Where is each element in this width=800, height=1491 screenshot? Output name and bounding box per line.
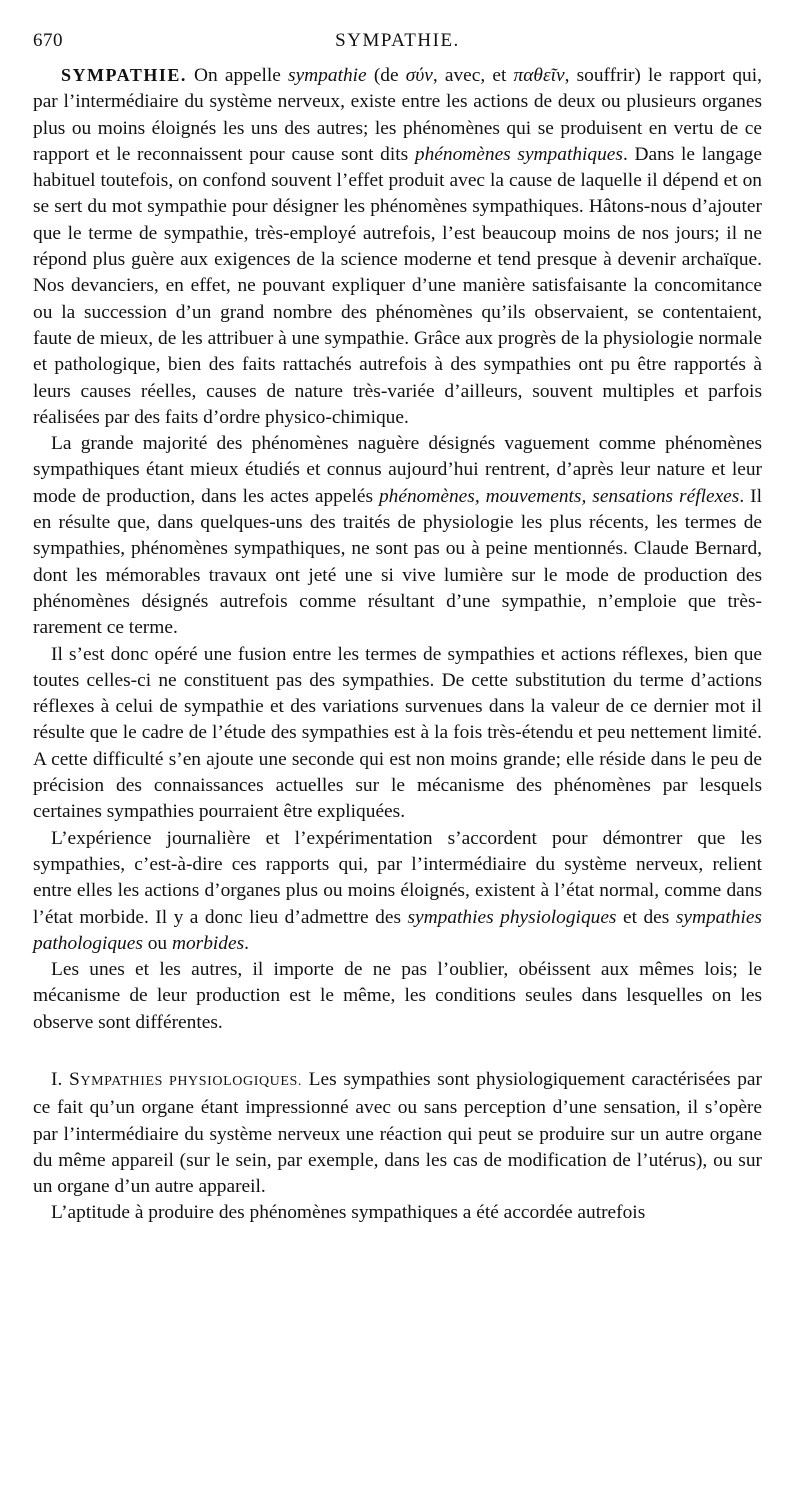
- greek-word: σύν: [405, 65, 433, 86]
- text-run: , avec, et: [432, 65, 514, 86]
- text-run: Les sympathies sont physiologiquement caractérisées par ce fait qu’un organe étant impressionné avec ou sans perception d’une sensation, il s’opère par l’intermédiaire du système nerveux une réaction qui peut se produire sur un autre organe du même appareil (sur le sein, par exemple, dans les cas de modification de l’utérus), ou sur un organe d’un autre appareil.: [33, 1068, 762, 1198]
- text-run: . Il en résulte que, dans quelques-uns des traités de physiologie les plus récents, les termes de sympathies, phénomènes sympathiques, ne sont pas ou à peine mentionnés. Claude Bernard, dont les mémorables travaux ont jeté une si vive lumière sur le mode de production des phénomènes désignés autrefois comme résultant d’une sympathie, n’emploie que très-rarement ce terme.: [33, 485, 762, 639]
- text-run: L’expérience journalière et l’expérimentation s’accordent pour démontrer que les sympathies, c’est-à-dire ces rapports qui, par l’intermédiaire du système nerveux, relient entre elles les actions d’organes plus ou moins éloignés, existent à l’état normal, comme dans l’état morbide. Il y a donc lieu d’admettre des: [33, 827, 762, 928]
- paragraph-aptitude: L’aptitude à produire des phénomènes sympathiques a été accordée autrefois: [51, 1202, 646, 1224]
- paragraph-reflexes: [33, 431, 762, 641]
- section-spacer: [33, 1036, 762, 1067]
- running-title: SYMPATHIE.: [335, 30, 460, 51]
- paragraph-experience: [33, 826, 762, 957]
- paragraph-laws: Les unes et les autres, il importe de ne pas l’oublier, obéissent aux mêmes lois; le mécanisme de leur production est le même, les conditions seules dans lesquelles on les observe sont différentes.: [33, 959, 762, 1033]
- text-run: On appelle: [186, 65, 289, 86]
- running-header: [33, 30, 762, 62]
- section-numeral: I.: [51, 1068, 69, 1090]
- section-heading: [68, 1068, 303, 1090]
- paragraph-fusion: Il s’est donc opéré une fusion entre les termes de sympathies et actions réflexes, bien que toutes celles-ci ne constituent pas des sympathies. De cette substitution du terme d’actions réflexes à celui de sympathie et des variations survenues dans la valeur de ce dernier mot il résulte que le cadre de l’étude des sympathies est à la fois très-étendu et peu nettement limité. A cette difficulté s’en ajoute une seconde qui est non moins grande; elle réside dans le peu de précision des connaissances actuelles sur le mécanisme des phénomènes par lesquels certaines sympathies pourraient être expliquées.: [33, 643, 762, 823]
- italic-term: sympathies pathologiques: [33, 906, 762, 954]
- section-heading-rest: YMPATHIES PHYSIOLOGIQUES.: [80, 1073, 303, 1089]
- text-run: , souffrir) le rapport qui, par l’intermédiaire du système nerveux, existe entre les actions de deux ou plusieurs organes plus ou moins éloignés les uns des autres; les phénomènes qui se produisent en vertu de ce rapport et le reconnaissent pour cause sont dits: [33, 65, 762, 165]
- section-physiological-sympathies: [33, 1067, 762, 1200]
- italic-term: phénomènes, mouvements, sensations réflexes: [378, 485, 740, 507]
- book-page: [33, 30, 762, 1227]
- text-run: . Dans le langage habituel toutefois, on confond souvent l’effet produit avec la cause de laquelle il dépend et on se sert du mot sympathie pour désigner les phénomènes sympathiques. Hâtons-nous d’ajouter que le terme de sympathie, très-employé autrefois, l’est beaucoup moins de nos jours; il ne répond plus guère aux exigences de la science moderne et tend presque à devenir archaïque. Nos devanciers, en effet, ne pouvant expliquer d’une manière satisfaisante la concomitance ou la succession d’un grand nombre des phénomènes qu’ils observaient, se contentaient, faute de mieux, de les attribuer à une sympathie. Grâce aux progrès de la physiologie normale et pathologique, bien des faits rattachés autrefois à des sympathies ont pu être rapportés à leurs causes réelles, causes de nature très-variée d’ailleurs, souvent multiples et parfois réalisées par des faits d’ordre physico-chimique.: [33, 143, 762, 428]
- text-run: ou: [142, 932, 172, 954]
- text-run: (de: [366, 65, 406, 86]
- text-run: La grande majorité des phénomènes naguère désignés vaguement comme phénomènes sympathiques étant mieux étudiés et connus aujourd’hui rentrent, d’après leur nature et leur mode de production, dans les actes appelés: [33, 433, 762, 507]
- paragraph-intro: [33, 62, 762, 431]
- text-run: .: [244, 932, 250, 954]
- greek-word: παθεῖν: [513, 65, 565, 86]
- article-text: [33, 62, 762, 1227]
- text-run: et des: [616, 906, 676, 928]
- italic-term: phénomènes sympathiques: [414, 143, 623, 165]
- italic-term: sympathie: [288, 65, 367, 86]
- italic-term: morbides: [171, 932, 245, 954]
- entry-headword: SYMPATHIE.: [61, 65, 187, 85]
- page-number: 670: [33, 30, 63, 51]
- section-heading-initial: S: [68, 1068, 81, 1090]
- italic-term: sympathies physiologiques: [407, 906, 617, 928]
